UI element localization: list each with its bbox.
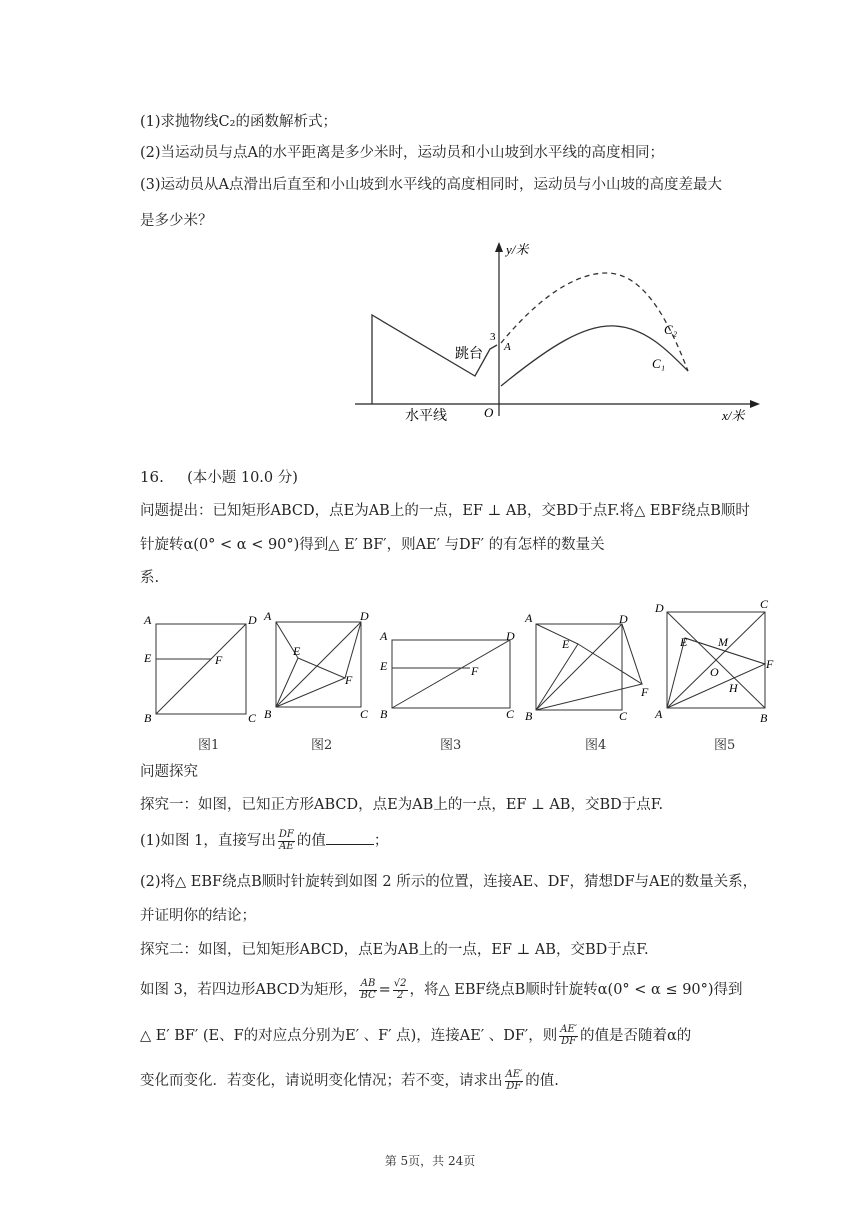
part-3c-pre: 变化而变化．若变化，请说明变化情况；若不变，请求出 xyxy=(140,1073,503,1089)
part-1-pre: (1)如图 1，直接写出 xyxy=(140,833,276,849)
svg-text:B: B xyxy=(525,709,533,723)
fraction-ab-bc: $\frac{AB}{BC}$ xyxy=(360,978,376,1001)
svg-text:A: A xyxy=(264,609,272,623)
fraction-sqrt2-2: $\frac{√2}{2}$ xyxy=(393,978,407,1001)
part-3b-pre: △ E′ BF′ (E、F的对应点分别为E′ 、F′ 点)，连接AE′ 、DF′，则 xyxy=(140,1028,558,1044)
figure-4 xyxy=(520,608,655,726)
part-3b-post: 的值是否随着α的 xyxy=(580,1028,692,1044)
caption-fig1: 图1 xyxy=(198,738,220,753)
horizon-label: 水平线 xyxy=(405,409,447,424)
part-3-line1 xyxy=(140,979,743,1001)
svg-text:A: A xyxy=(380,629,388,643)
figure-2 xyxy=(262,606,377,726)
part-2-line1: (2)将△ EBF绕点B顺时针旋转到如图 2 所示的位置，连接AE、DF，猜想DF与AE的数量关系， xyxy=(140,874,758,890)
svg-text:O: O xyxy=(710,665,719,679)
svg-text:M: M xyxy=(718,635,728,649)
figure-1 xyxy=(140,612,260,727)
point-a-label: A xyxy=(504,341,511,353)
part-3-pre: 如图 3，若四边形ABCD为矩形， xyxy=(140,982,358,998)
q16-score: (本小题 10.0 分) xyxy=(187,470,298,486)
part-1-end: ； xyxy=(373,833,389,849)
svg-text:E: E xyxy=(144,651,152,665)
question-3-line1: (3)运动员从A点滑出后直至和小山坡到水平线的高度相同时，运动员与小山坡的高度差最大 xyxy=(140,177,723,193)
svg-text:C: C xyxy=(360,707,369,721)
x-axis-arrow xyxy=(750,400,760,408)
y-axis-arrow xyxy=(495,242,503,252)
svg-text:D: D xyxy=(506,629,515,643)
answer-blank xyxy=(326,832,374,845)
svg-text:E: E xyxy=(562,637,570,651)
svg-text:C: C xyxy=(760,598,769,611)
c1-label: C₁ xyxy=(652,356,666,371)
tick-3: 3 xyxy=(490,331,496,343)
question-1: (1)求抛物线C₂的函数解析式； xyxy=(140,114,337,130)
origin-label: O xyxy=(484,405,494,420)
svg-text:B: B xyxy=(760,711,768,725)
svg-text:D: D xyxy=(360,609,369,623)
svg-text:F: F xyxy=(215,653,223,667)
exploration-two: 探究二：如图，已知矩形ABCD，点E为AB上的一点，EF ⊥ AB，交BD于点F. xyxy=(140,942,649,958)
svg-text:H: H xyxy=(729,681,738,695)
page-footer: 第 5页，共 24页 xyxy=(384,1154,476,1168)
part-3c-post: 的值. xyxy=(525,1073,559,1089)
svg-text:A: A xyxy=(525,611,533,625)
svg-text:C: C xyxy=(506,707,515,721)
q16-intro-line1: 问题提出：已知矩形ABCD，点E为AB上的一点，EF ⊥ AB，交BD于点F.将△ EBF绕点B顺时 xyxy=(140,503,750,519)
svg-text:E: E xyxy=(380,659,388,673)
fraction-df-ae: $\frac{DF}{AE}$ xyxy=(278,829,294,852)
svg-text:D: D xyxy=(619,612,628,626)
svg-text:F: F xyxy=(471,664,479,678)
part-3-line2 xyxy=(140,1025,691,1047)
part-3-post: ，将△ EBF绕点B顺时针旋转α(0° < α ≤ 90°)得到 xyxy=(409,982,743,998)
svg-text:F: F xyxy=(766,657,774,671)
caption-fig2: 图2 xyxy=(311,738,333,753)
svg-text:A: A xyxy=(655,707,663,721)
ski-jump-graph xyxy=(350,236,770,431)
q16-intro-line2: 针旋转α(0° < α < 90°)得到△ E′ BF′，则AE′ 与DF′ 的有怎样的数量关 xyxy=(140,537,605,553)
svg-text:C: C xyxy=(248,711,257,725)
part-1-post: 的值 xyxy=(296,833,326,849)
svg-text:B: B xyxy=(144,711,152,725)
q16-number: 16. xyxy=(140,468,164,486)
figure-3 xyxy=(376,624,526,724)
part-3-line3 xyxy=(140,1070,559,1092)
svg-text:C: C xyxy=(619,709,628,723)
svg-text:D: D xyxy=(655,601,664,615)
q16-intro-line3: 系. xyxy=(140,570,160,586)
part-1 xyxy=(140,830,388,852)
caption-fig5: 图5 xyxy=(714,738,736,753)
question-2: (2)当运动员与点A的水平距离是多少米时，运动员和小山坡到水平线的高度相同； xyxy=(140,145,665,161)
q16-header xyxy=(140,468,298,487)
caption-fig3: 图3 xyxy=(440,738,462,753)
y-axis-label: y/米 xyxy=(506,242,529,257)
figure-5 xyxy=(652,598,782,726)
svg-text:F: F xyxy=(641,685,649,699)
caption-fig4: 图4 xyxy=(585,738,607,753)
question-3-line2: 是多少米？ xyxy=(140,213,213,229)
fraction-ae-df-2: $\frac{AE'}{DF}$ xyxy=(505,1069,523,1092)
fraction-ae-df: $\frac{AE'}{DF}$ xyxy=(560,1024,578,1047)
exploration-one: 探究一：如图，已知正方形ABCD，点E为AB上的一点，EF ⊥ AB，交BD于点F. xyxy=(140,797,664,813)
svg-text:F: F xyxy=(345,673,353,687)
svg-text:E: E xyxy=(293,644,301,658)
svg-text:D: D xyxy=(248,613,257,627)
exploration-title: 问题探究 xyxy=(140,764,198,780)
part-2-line2: 并证明你的结论； xyxy=(140,908,256,924)
svg-text:A: A xyxy=(144,613,152,627)
c2-label: C₂ xyxy=(664,322,678,337)
x-axis-label: x/米 xyxy=(722,408,745,423)
svg-text:E: E xyxy=(680,635,688,649)
platform-label: 跳台 xyxy=(455,347,483,362)
equals-sign: = xyxy=(378,982,391,998)
svg-text:B: B xyxy=(264,707,272,721)
svg-text:B: B xyxy=(380,707,388,721)
